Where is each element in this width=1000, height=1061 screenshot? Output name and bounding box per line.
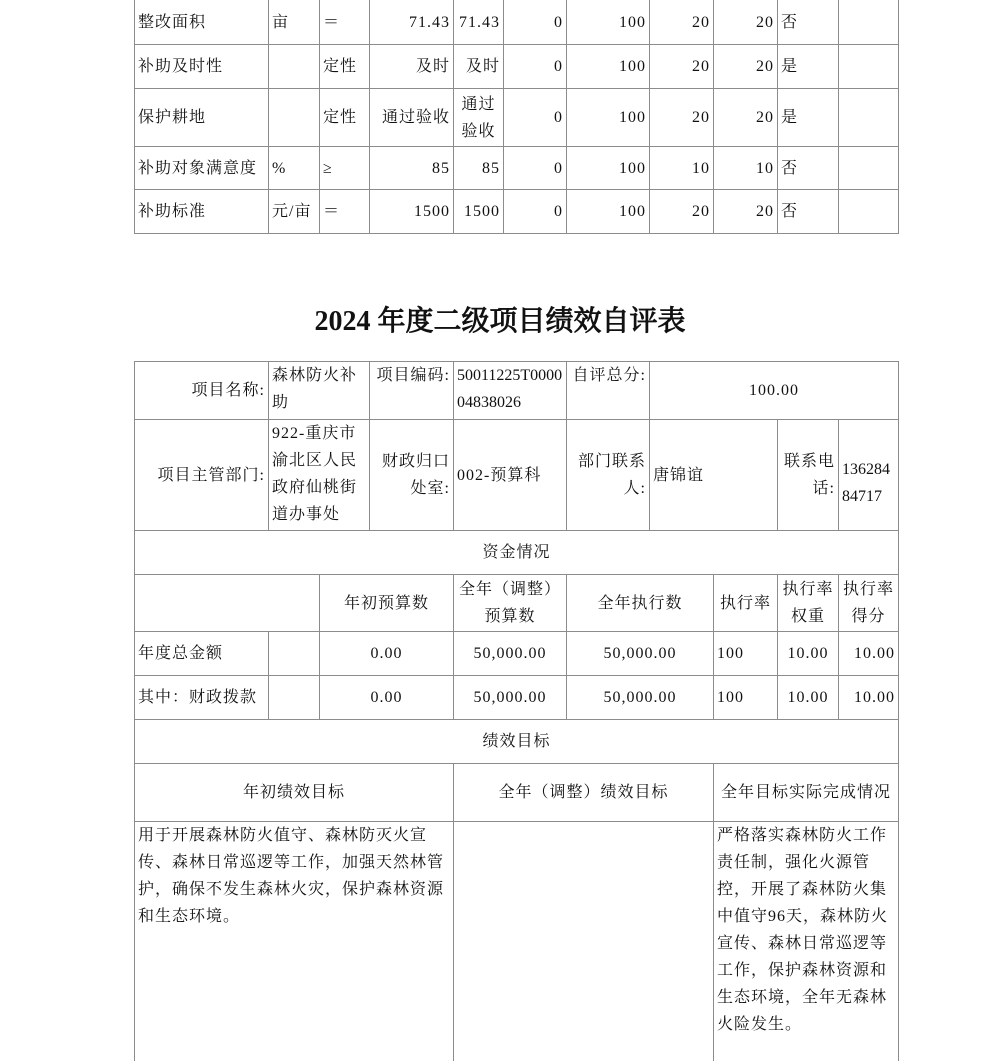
indicator-weight: 20 [649,44,714,89]
indicator-op: ＝ [319,0,370,45]
indicator-c2: 100 [566,44,650,89]
indicator-op: 定性 [319,44,370,89]
funds-value: 10.00 [838,675,899,720]
funds-value: 10.00 [777,631,839,676]
indicator-flag: 是 [777,44,839,89]
goals-actual: 严格落实森林防火工作责任制，强化火源管控，开展了森林防火集中值守96天，森林防火宣传、森林日常巡逻等工作，保护森林资源和生态环境，全年无森林火险发生。 [713,821,899,1061]
indicator-empty [838,189,899,234]
indicator-c2: 100 [566,88,650,147]
indicator-weight: 10 [649,146,714,190]
dept-label: 项目主管部门: [134,419,269,531]
funds-value: 0.00 [319,631,454,676]
contact: 唐锦谊 [649,419,778,531]
finance-office: 002-预算科 [453,419,567,531]
project-name-label: 项目名称: [134,361,269,420]
indicator-op: ≥ [319,146,370,190]
funds-header-blank [134,574,320,632]
project-code: 50011225T000004838026 [453,361,567,420]
indicator-target: 通过验收 [369,88,454,147]
indicator-weight: 20 [649,0,714,45]
goals-section-header: 绩效目标 [134,719,899,764]
funds-row-label: 其中：财政拨款 [134,675,269,720]
funds-value: 10.00 [838,631,899,676]
indicator-target: 85 [369,146,454,190]
indicator-flag: 否 [777,146,839,190]
indicator-flag: 否 [777,0,839,45]
indicator-c2: 100 [566,189,650,234]
funds-value: 100 [713,675,778,720]
indicator-empty [838,44,899,89]
indicator-name: 补助对象满意度 [134,146,269,190]
indicator-name: 整改面积 [134,0,269,45]
funds-section-header: 资金情况 [134,530,899,575]
funds-value: 50,000.00 [566,631,714,676]
funds-value: 50,000.00 [453,631,567,676]
funds-header: 全年执行数 [566,574,714,632]
funds-header: 全年（调整）预算数 [453,574,567,632]
funds-row-label: 年度总金额 [134,631,269,676]
dept: 922-重庆市渝北区人民政府仙桃街道办事处 [268,419,370,531]
funds-header: 执行率得分 [838,574,899,632]
funds-value: 10.00 [777,675,839,720]
funds-value: 100 [713,631,778,676]
goals-header-initial: 年初绩效目标 [134,763,454,822]
self-score: 100.00 [649,361,899,420]
indicator-flag: 是 [777,88,839,147]
phone: 13628484717 [838,419,899,531]
funds-row-empty [268,631,320,676]
indicator-c1: 0 [503,189,567,234]
indicator-empty [838,0,899,45]
goals-header-adjusted: 全年（调整）绩效目标 [453,763,714,822]
goals-initial: 用于开展森林防火值守、森林防灭火宣传、森林日常巡逻等工作，加强天然林管护，确保不发生森林火灾，保护森林资源和生态环境。 [134,821,454,1061]
goals-adjusted [453,821,714,1061]
indicator-actual: 及时 [453,44,504,89]
indicator-empty [838,88,899,147]
funds-row-empty [268,675,320,720]
project-code-label: 项目编码: [369,361,454,420]
indicator-actual: 85 [453,146,504,190]
indicator-op: 定性 [319,88,370,147]
indicator-actual: 71.43 [453,0,504,45]
indicator-c2: 100 [566,0,650,45]
project-name: 森林防火补助 [268,361,370,420]
indicator-c1: 0 [503,146,567,190]
indicator-weight: 20 [649,189,714,234]
funds-value: 0.00 [319,675,454,720]
indicator-name: 补助标准 [134,189,269,234]
indicator-c1: 0 [503,0,567,45]
phone-label: 联系电话: [777,419,839,531]
indicator-score: 20 [713,44,778,89]
indicator-c2: 100 [566,146,650,190]
indicator-op: ＝ [319,189,370,234]
indicator-name: 补助及时性 [134,44,269,89]
contact-label: 部门联系人: [566,419,650,531]
indicator-c1: 0 [503,44,567,89]
indicator-unit [268,44,320,89]
indicator-score: 10 [713,146,778,190]
indicator-score: 20 [713,88,778,147]
funds-header: 执行率 [713,574,778,632]
funds-value: 50,000.00 [566,675,714,720]
indicator-actual: 1500 [453,189,504,234]
indicator-score: 20 [713,0,778,45]
goals-header-actual: 全年目标实际完成情况 [713,763,899,822]
indicator-target: 71.43 [369,0,454,45]
funds-value: 50,000.00 [453,675,567,720]
indicator-empty [838,146,899,190]
indicator-target: 及时 [369,44,454,89]
indicator-score: 20 [713,189,778,234]
indicator-weight: 20 [649,88,714,147]
indicator-unit [268,88,320,147]
funds-header: 执行率权重 [777,574,839,632]
indicator-name: 保护耕地 [134,88,269,147]
page-title: 2024 年度二级项目绩效自评表 [314,306,686,337]
funds-header: 年初预算数 [319,574,454,632]
indicator-flag: 否 [777,189,839,234]
indicator-actual: 通过验收 [453,88,504,147]
finance-office-label: 财政归口处室: [369,419,454,531]
self-score-label: 自评总分: [566,361,650,420]
indicator-unit: % [268,146,320,190]
indicator-unit: 亩 [268,0,320,45]
indicator-target: 1500 [369,189,454,234]
indicator-c1: 0 [503,88,567,147]
indicator-unit: 元/亩 [268,189,320,234]
